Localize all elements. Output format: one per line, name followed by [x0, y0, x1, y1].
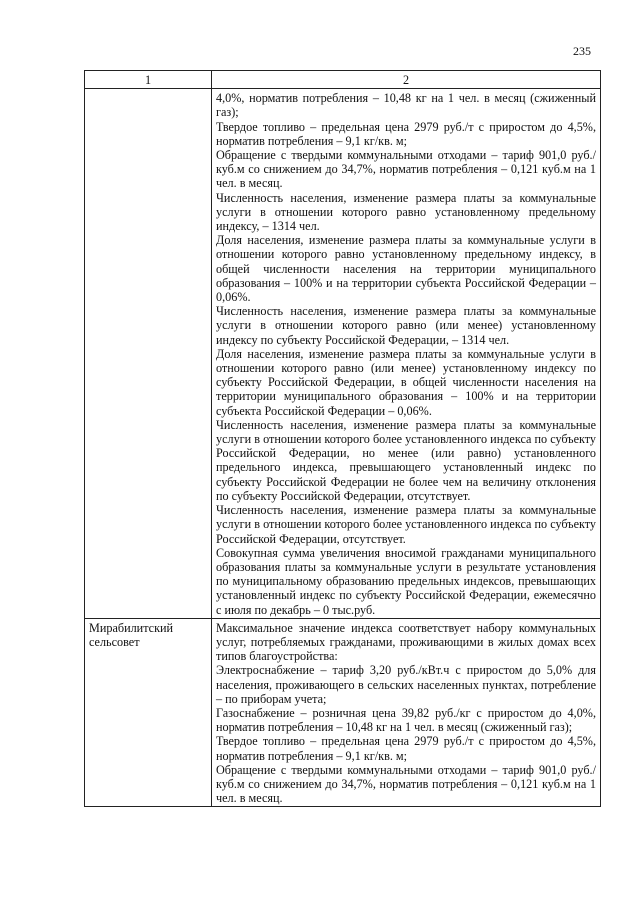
- document-table: [84, 70, 601, 807]
- description-paragraph: Доля населения, изменение размера платы за коммунальные услуги в отношении которого равно (или менее) установленному индексу по субъекту Российской Федерации, в общей численности населения на территории муниципального образования – 100% и на территории субъекта Российской Федерации – 0,06%.: [216, 346, 596, 418]
- table-row: [85, 89, 601, 619]
- description-paragraph: Твердое топливо – предельная цена 2979 руб./т с приростом до 4,5%, норматив потребления – 9,1 кг/кв. м;: [216, 119, 596, 148]
- description-paragraph: Численность населения, изменение размера платы за коммунальные услуги в отношении которого равно (или менее) установленному индексу по субъекту Российской Федерации, – 1314 чел.: [216, 304, 596, 347]
- description-paragraph: Численность населения, изменение размера платы за коммунальные услуги в отношении которого более установленного индекса по субъекту Российской Федерации, отсутствует.: [216, 503, 596, 546]
- description-paragraph: Численность населения, изменение размера платы за коммунальные услуги в отношении которого равно установленному предельному индексу, – 1314 чел.: [216, 190, 596, 234]
- description-paragraph: Численность населения, изменение размера платы за коммунальные услуги в отношении которого более установленного индекса по субъекту Российской Федерации, но менее (или равно) установленного предельного индекса, превышающего установленный индекс по субъекту Российской Федерации не более чем на величину отклонения по субъекту Российской Федерации, отсутствует.: [216, 417, 596, 503]
- description-cell: [212, 89, 601, 619]
- page-number: 235: [573, 44, 591, 58]
- description-paragraph: Газоснабжение – розничная цена 39,82 руб./кг с приростом до 4,0%, норматив потребления – 10,48 кг на 1 чел. в месяц (сжиженный газ);: [216, 705, 596, 735]
- municipality-name-cell: Мирабилитский сельсовет: [85, 618, 212, 807]
- description-paragraph: Обращение с твердыми коммунальными отходами – тариф 901,0 руб./куб.м со снижением до 34,7%, норматив потребления – 0,121 куб.м на 1 чел. в месяц.: [216, 148, 596, 191]
- column-header-2: 2: [212, 71, 601, 89]
- description-paragraph: 4,0%, норматив потребления – 10,48 кг на 1 чел. в месяц (сжиженный газ);: [216, 91, 596, 120]
- description-paragraph: Обращение с твердыми коммунальными отходами – тариф 901,0 руб./куб.м со снижением до 34,7%, норматив потребления – 0,121 куб.м на 1 чел. в месяц.: [216, 762, 596, 806]
- table-row: [85, 618, 601, 807]
- description-cell: [212, 618, 601, 807]
- description-paragraph: Доля населения, изменение размера платы за коммунальные услуги в отношении которого равно установленному предельному индексу, в общей численности населения на территории муниципального образования – 100% и на территории субъекта Российской Федерации – 0,06%.: [216, 233, 596, 305]
- description-paragraph: Электроснабжение – тариф 3,20 руб./кВт.ч с приростом до 5,0% для населения, проживающего в сельских населенных пунктах, потребление – по приборам учета;: [216, 663, 596, 706]
- table-header-row: [85, 71, 601, 89]
- description-paragraph: Максимальное значение индекса соответствует набору коммунальных услуг, потребляемых гражданами, проживающими в жилых домах всех типов благоустройства:: [216, 620, 596, 664]
- description-paragraph: Твердое топливо – предельная цена 2979 руб./т с приростом до 4,5%, норматив потребления – 9,1 кг/кв. м;: [216, 734, 596, 763]
- description-paragraph: Совокупная сумма увеличения вносимой гражданами муниципального образования платы за коммунальные услуги в результате установления по муниципальному образованию предельных индексов, превышающих установленный индекс по субъекту Российской Федерации, ежемесячно с июля по декабрь – 0 тыс.руб.: [216, 545, 596, 617]
- column-header-1: 1: [85, 71, 212, 89]
- municipality-name-cell: [85, 89, 212, 619]
